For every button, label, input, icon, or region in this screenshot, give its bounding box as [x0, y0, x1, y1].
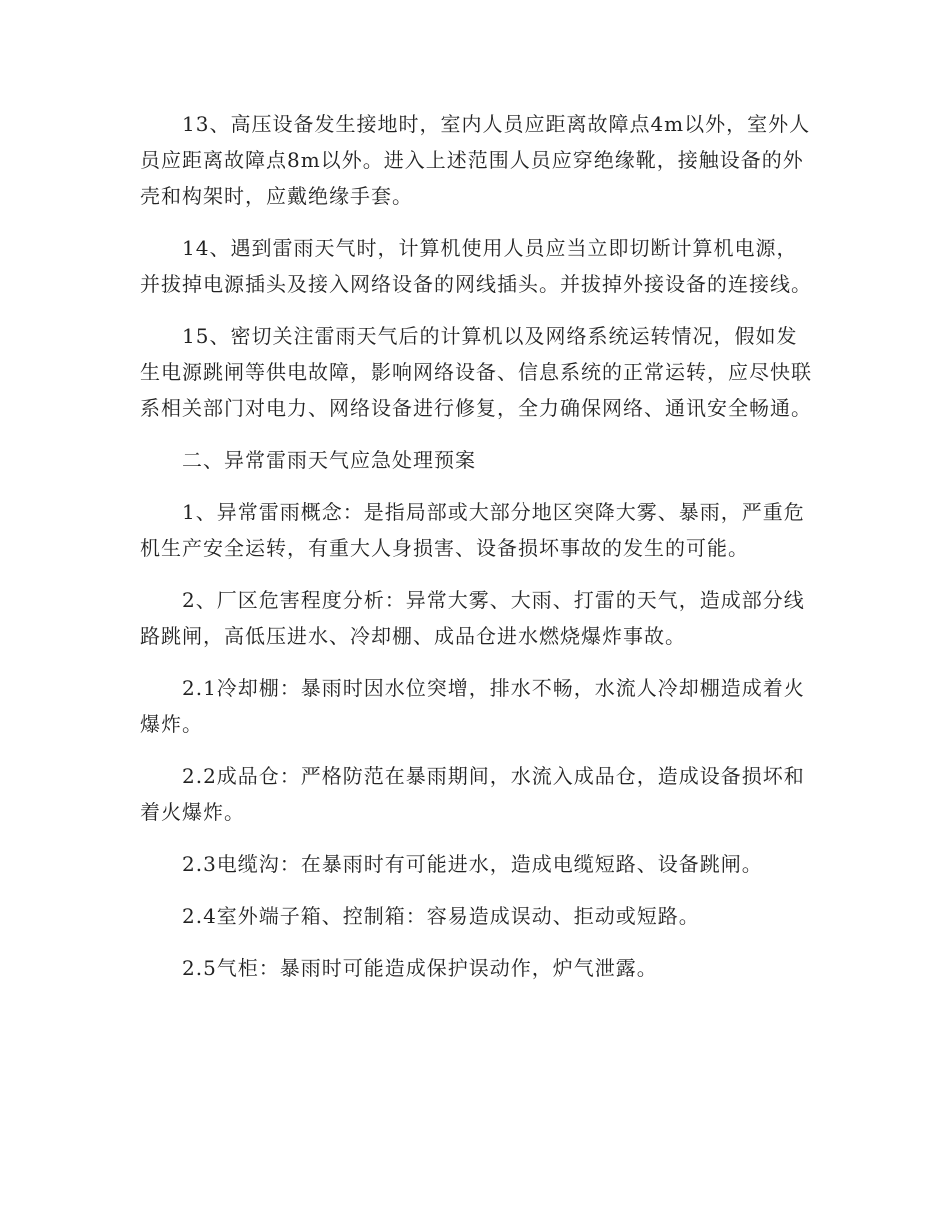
paragraph-2-4: 2.4室外端子箱、控制箱：容易造成误动、拒动或短路。 — [182, 904, 700, 928]
document-page — [140, 106, 812, 986]
paragraph-2-1: 2.1冷却棚：暴雨时因水位突增，排水不畅，水流人冷却棚造成着火爆炸。 — [140, 676, 805, 736]
paragraph-2-3: 2.3电缆沟：在暴雨时有可能进水，造成电缆短路、设备跳闸。 — [182, 852, 763, 876]
paragraph-2-2: 2.2成品仓：严格防范在暴雨期间，水流入成品仓，造成设备损坏和着火爆炸。 — [140, 764, 805, 824]
paragraph-2-5: 2.5气柜：暴雨时可能造成保护误动作，炉气泄露。 — [182, 956, 658, 980]
paragraph-1: 1、异常雷雨概念：是指局部或大部分地区突降大雾、暴雨，严重危机生产安全运转，有重大人身损害、设备损坏事故的发生的可能。 — [140, 500, 805, 560]
paragraph-14: 14、遇到雷雨天气时，计算机使用人员应当立即切断计算机电源，并拔掉电源插头及接入网络设备的网线插头。并拔掉外接设备的连接线。 — [140, 236, 812, 296]
paragraph-2: 2、厂区危害程度分析：异常大雾、大雨、打雷的天气，造成部分线路跳闸，高低压进水、冷却棚、成品仓进水燃烧爆炸事故。 — [140, 588, 805, 648]
paragraph-13: 13、高压设备发生接地时，室内人员应距离故障点4m以外，室外人员应距离故障点8m以外。进入上述范围人员应穿绝缘靴，接触设备的外壳和构架时，应戴绝缘手套。 — [140, 112, 811, 208]
paragraph-15: 15、密切关注雷雨天气后的计算机以及网络系统运转情况，假如发生电源跳闸等供电故障，影响网络设备、信息系统的正常运转，应尽快联系相关部门对电力、网络设备进行修复，全力确保网络、通讯安全畅通。 — [140, 324, 812, 420]
section-heading-2: 二、异常雷雨天气应急处理预案 — [182, 448, 476, 472]
